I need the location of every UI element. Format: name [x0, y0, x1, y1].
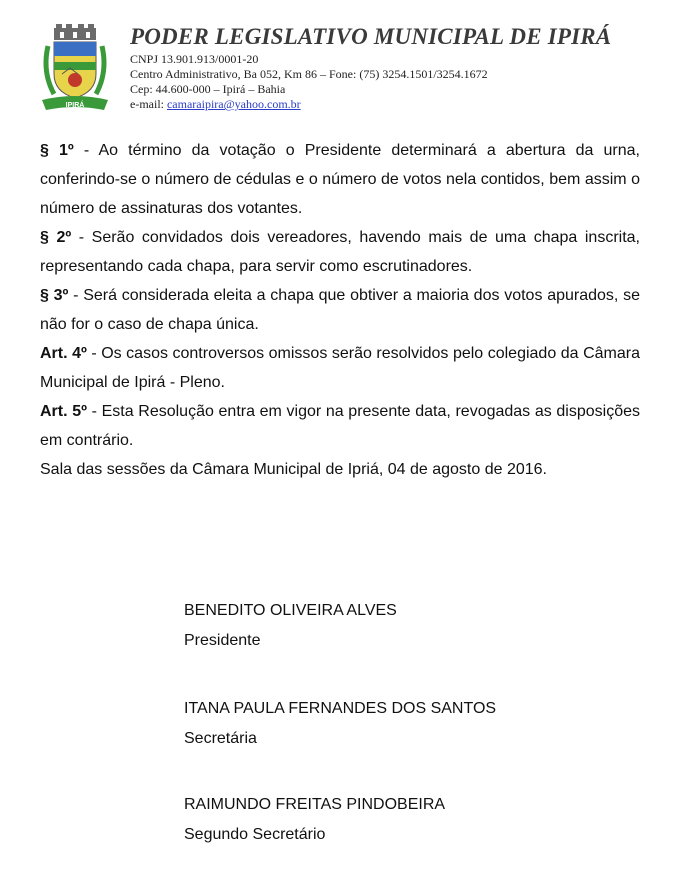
letterhead [40, 22, 660, 114]
cnpj-line: CNPJ 13.901.913/0001-20 [130, 52, 259, 66]
paragraph-2 [40, 223, 640, 281]
signatory-role: Segundo Secretário [184, 826, 326, 843]
address-line: Centro Administrativo, Ba 052, Km 86 – Fone: (75) 3254.1501/3254.1672 [130, 67, 488, 81]
paragraph-1 [40, 136, 640, 223]
article-5 [40, 397, 640, 455]
paragraph-label: § 3º [40, 287, 69, 304]
signatory-role: Presidente [184, 632, 261, 649]
paragraph-3 [40, 281, 640, 339]
paragraph-text: - Esta Resolução entra em vigor na presente data, revogadas as disposições em contrário. [40, 403, 640, 449]
email-line [130, 97, 611, 112]
email-link[interactable]: camaraipira@yahoo.com.br [166, 97, 301, 111]
closing-line: Sala das sessões da Câmara Municipal de Ipriá, 04 de agosto de 2016. [40, 461, 547, 478]
paragraph-label: Art. 5º [40, 403, 87, 420]
paragraph-text: - Serão convidados dois vereadores, havendo mais de uma chapa inscrita, representando cada chapa, para servir como escrutinadores. [40, 229, 640, 275]
signature-second-secretary [184, 790, 445, 850]
signatory-name: ITANA PAULA FERNANDES DOS SANTOS [184, 700, 497, 717]
municipal-coat-of-arms-icon [40, 22, 110, 112]
signatory-name: RAIMUNDO FREITAS PINDOBEIRA [184, 796, 446, 813]
institution-title: PODER LEGISLATIVO MUNICIPAL DE IPIRÁ [130, 24, 612, 49]
paragraph-label: Art. 4º [40, 345, 87, 362]
article-4 [40, 339, 640, 397]
paragraph-text: - Os casos controversos omissos serão resolvidos pelo colegiado da Câmara Municipal de Ipirá - Pleno. [40, 345, 640, 391]
signatory-name: BENEDITO OLIVEIRA ALVES [184, 602, 397, 619]
document-body [40, 136, 640, 484]
paragraph-label: § 1º [40, 142, 74, 159]
paragraph-label: § 2º [40, 229, 72, 246]
paragraph-text: - Será considerada eleita a chapa que obtiver a maioria dos votos apurados, se não for o caso de chapa única. [40, 287, 640, 333]
logo-ribbon-text: IPIRÁ [65, 102, 85, 109]
cep-line: Cep: 44.600-000 – Ipirá – Bahia [130, 82, 286, 96]
signatory-role: Secretária [184, 730, 257, 747]
paragraph-text: - Ao término da votação o Presidente determinará a abertura da urna, conferindo-se o número de cédulas e o número de votos nela contidos, bem assim o número de assinaturas dos votantes. [40, 142, 640, 217]
email-label: e-mail: [130, 97, 167, 111]
signature-president [184, 596, 397, 656]
signature-secretary [184, 694, 496, 754]
